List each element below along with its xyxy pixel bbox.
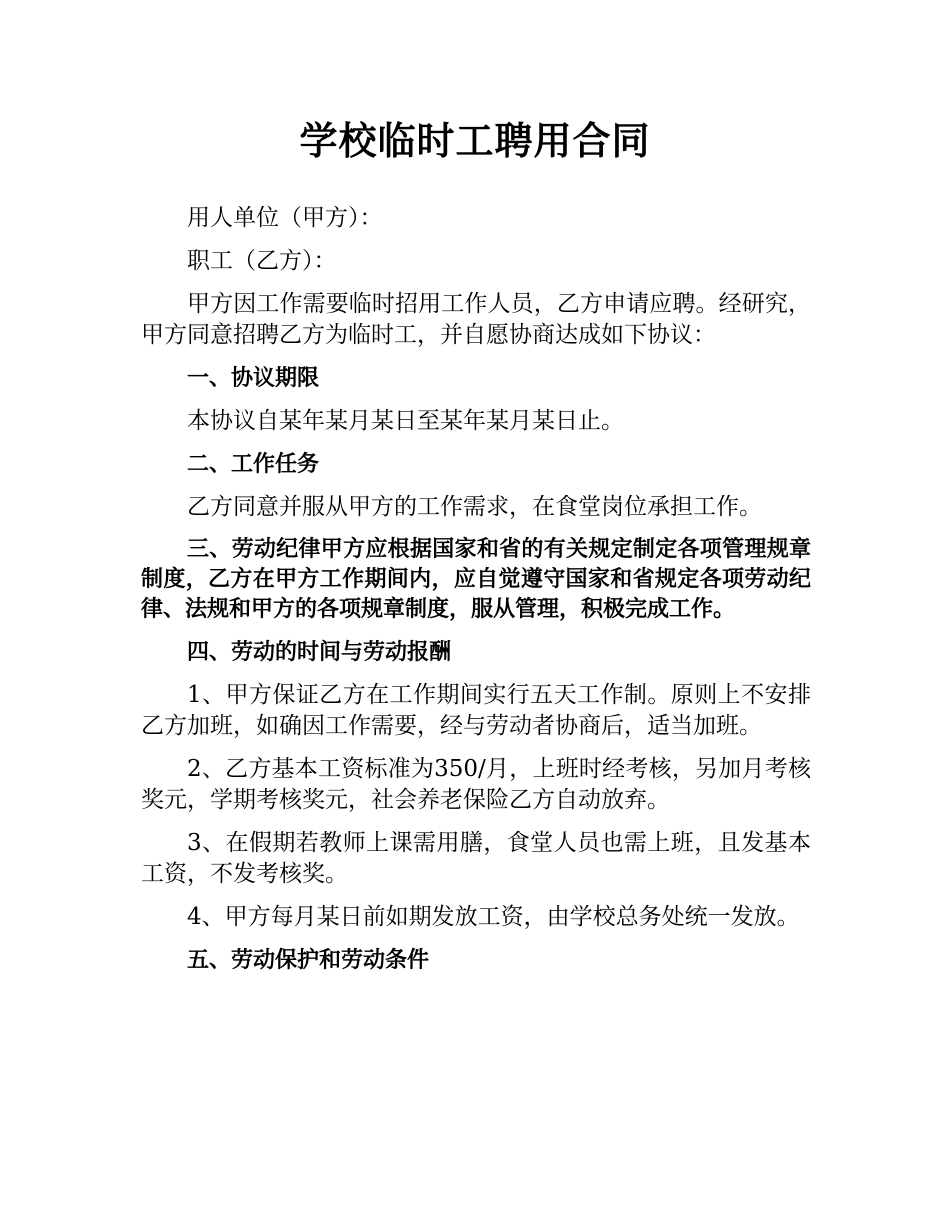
document-title: 学校临时工聘用合同	[299, 119, 651, 163]
discipline-paragraph: 三、劳动纪律甲方应根据国家和省的有关规定制定各项管理规章制度，乙方在甲方工作期间内，应自觉遵守国家和省规定各项劳动纪律、法规和甲方的各项规章制度，服从管理，积极完成工作。	[141, 537, 811, 622]
clause-item: 3、在假期若教师上课需用膳，食堂人员也需上班，且发基本工资，不发考核奖。	[141, 830, 811, 887]
section-heading-protection: 五、劳动保护和劳动条件	[187, 948, 430, 973]
tasks-paragraph: 乙方同意并服从甲方的工作需求，在食堂岗位承担工作。	[187, 494, 762, 520]
clause-item: 4、甲方每月某日前如期发放工资，由学校总务处统一发放。	[187, 904, 800, 930]
section-heading-tasks: 二、工作任务	[187, 452, 320, 477]
section-heading-hours-pay: 四、劳动的时间与劳动报酬	[187, 640, 452, 665]
section-heading-term: 一、协议期限	[187, 366, 320, 391]
term-paragraph: 本协议自某年某月某日至某年某月某日止。	[187, 408, 624, 434]
clause-item: 2、乙方基本工资标准为350/月，上班时经考核，另加月考核奖元，学期考核奖元，社会养老保险乙方自动放弃。	[141, 756, 811, 813]
party-a-line: 用人单位（甲方）：	[187, 205, 383, 231]
intro-paragraph: 甲方因工作需要临时招用工作人员，乙方申请应聘。经研究，甲方同意招聘乙方为临时工，并自愿协商达成如下协议：	[141, 291, 811, 348]
clause-item: 1、甲方保证乙方在工作期间实行五天工作制。原则上不安排乙方加班，如确因工作需要，经与劳动者协商后，适当加班。	[141, 682, 811, 739]
party-b-line: 职工（乙方）：	[187, 248, 337, 274]
document-body	[141, 203, 811, 988]
